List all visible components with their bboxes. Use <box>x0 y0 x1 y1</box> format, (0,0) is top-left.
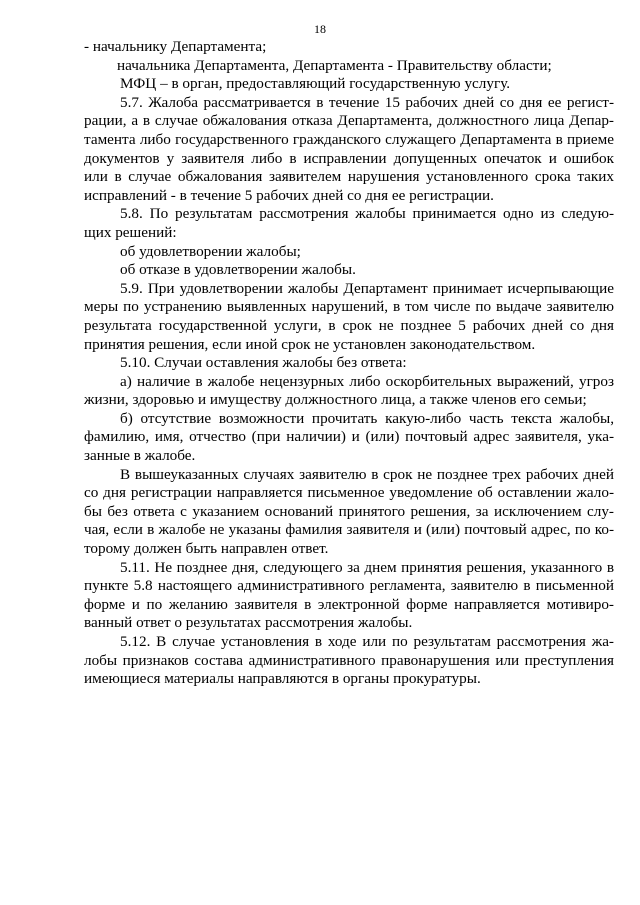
text-line: документов у заявителя либо в исправлении допущенных опечаток и ошибок <box>84 149 614 167</box>
text-line: об удовлетворении жалобы; <box>120 242 301 260</box>
text-line: 5.11. Не позднее дня, следующего за днем принятия решения, указанного в <box>120 558 614 576</box>
text-line: чая, если в жалобе не указаны фамилия заявителя и (или) почтовый адрес, по ко- <box>84 521 614 539</box>
text-line: об отказе в удовлетворении жалобы. <box>120 261 356 279</box>
page-number: 18 <box>314 22 326 36</box>
text-line: фамилию, имя, отчество (при наличии) и (или) почтовый адрес заявителя, ука- <box>84 428 614 446</box>
text-line: В вышеуказанных случаях заявителю в срок не позднее трех рабочих дней <box>120 465 614 483</box>
text-line: результата государственной услуги, в срок не позднее 5 рабочих дней со дня <box>84 316 614 334</box>
text-line: - начальнику Департамента; <box>84 38 267 55</box>
text-line: бы без ответа с указанием оснований принятого решения, за исключением слу- <box>84 502 614 520</box>
text-line: со дня регистрации направляется письменное уведомление об оставлении жало- <box>84 484 614 502</box>
text-line: имеющиеся материалы направляются в органы прокуратуры. <box>84 670 481 688</box>
text-line: меры по устранению выявленных нарушений, в том числе по выдаче заявителю <box>84 298 614 316</box>
text-line: 5.8. По результатам рассмотрения жалобы принимается одно из следую- <box>120 205 614 223</box>
text-line: 5.12. В случае установления в ходе или по результатам рассмотрения жа- <box>120 633 614 650</box>
text-line: МФЦ – в орган, предоставляющий государственную услугу. <box>120 75 511 93</box>
text-line: или в случае обжалования заявителем нарушения установленного срока таких <box>84 168 614 186</box>
text-line: 5.7. Жалоба рассматривается в течение 15 рабочих дней со дня ее регист- <box>120 93 614 111</box>
text-line: начальника Департамента, Департамента - Правительству области; <box>117 56 552 74</box>
text-line: принятия решения, если иной срок не установлен законодательством. <box>84 335 536 353</box>
text-line: форме и по желанию заявителя в электронной форме направляется мотивиро- <box>84 595 614 613</box>
document-body <box>84 38 614 689</box>
text-line: лобы признаков состава административного правонарушения или преступления <box>84 651 614 669</box>
text-line: тамента либо государственного гражданского служащего Департамента в приеме <box>84 130 614 148</box>
text-line: а) наличие в жалобе нецензурных либо оскорбительных выражений, угроз <box>120 372 614 390</box>
text-line: 5.10. Случаи оставления жалобы без ответа: <box>120 354 407 372</box>
text-line: жизни, здоровью и имуществу должностного лица, а также членов его семьи; <box>84 391 587 409</box>
text-line: щих решений: <box>84 223 177 241</box>
text-line: занные в жалобе. <box>84 447 196 465</box>
text-line: исправлений - в течение 5 рабочих дней со дня ее регистрации. <box>84 186 494 204</box>
text-line: торому должен быть направлен ответ. <box>84 540 329 558</box>
text-line: 5.9. При удовлетворении жалобы Департамент принимает исчерпывающие <box>120 279 614 297</box>
text-line: ванный ответ о результатах рассмотрения жалобы. <box>84 614 413 632</box>
text-line: б) отсутствие возможности прочитать какую-либо часть текста жалобы, <box>120 409 614 427</box>
text-line: пункте 5.8 настоящего административного регламента, заявителю в письменной <box>84 577 614 595</box>
text-line: рации, а в случае обжалования отказа Департамента, должностного лица Депар- <box>84 112 614 130</box>
